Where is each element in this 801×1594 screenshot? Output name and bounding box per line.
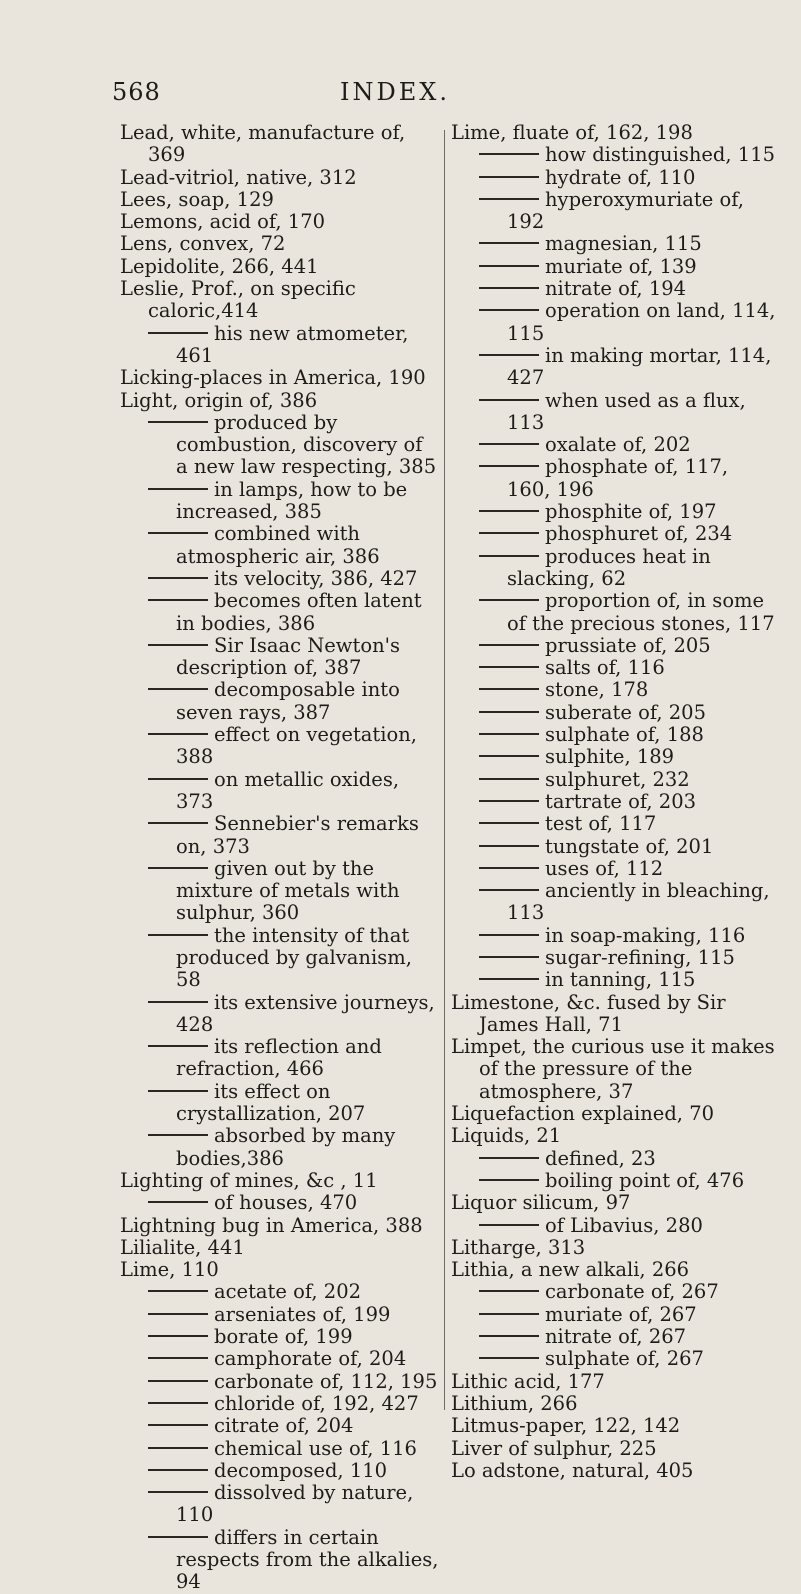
entry-text: Lead, white, manufacture of, 369 — [120, 121, 406, 167]
entry-text: Lithium, 266 — [451, 1391, 578, 1415]
entry-text: Light, origin of, 386 — [120, 388, 318, 412]
entry-text: phosphuret of, 234 — [545, 522, 733, 546]
index-entry — [120, 167, 440, 189]
index-subentry — [120, 1081, 440, 1126]
entry-text: Liquids, 21 — [451, 1124, 562, 1148]
index-subentry — [451, 746, 776, 768]
entry-text: arseniates of, 199 — [214, 1302, 391, 1326]
index-subentry — [120, 992, 440, 1037]
index-subentry — [120, 412, 440, 479]
entry-text: sulphate of, 188 — [545, 723, 704, 747]
index-subentry — [451, 1215, 776, 1237]
ditto-dash — [479, 644, 539, 646]
ditto-dash — [148, 1491, 208, 1493]
entry-text: tungstate of, 201 — [545, 834, 714, 858]
entry-text: oxalate of, 202 — [545, 433, 691, 457]
entry-text: muriate of, 267 — [545, 1302, 697, 1326]
index-subentry — [451, 189, 776, 234]
index-subentry — [451, 769, 776, 791]
ditto-dash — [148, 1090, 208, 1092]
index-subentry — [451, 1348, 776, 1370]
entry-text: defined, 23 — [545, 1146, 656, 1170]
ditto-dash — [479, 978, 539, 980]
entry-text: sulphate of, 267 — [545, 1347, 704, 1371]
page-header — [0, 78, 801, 108]
index-entry — [120, 1259, 440, 1281]
entry-text: how distinguished, 115 — [545, 143, 776, 167]
entry-text: on metallic oxides, 373 — [176, 767, 400, 813]
ditto-dash — [148, 1357, 208, 1359]
index-subentry — [120, 769, 440, 814]
index-subentry — [451, 501, 776, 523]
ditto-dash — [479, 1313, 539, 1315]
ditto-dash — [479, 399, 539, 401]
ditto-dash — [479, 287, 539, 289]
index-subentry — [451, 791, 776, 813]
index-subentry — [120, 1371, 440, 1393]
index-subentry — [120, 1348, 440, 1370]
index-entry — [120, 189, 440, 211]
ditto-dash — [479, 242, 539, 244]
ditto-dash — [148, 488, 208, 490]
index-subentry — [451, 1148, 776, 1170]
entry-text: test of, 117 — [545, 812, 657, 836]
entry-text: its velocity, 386, 427 — [214, 566, 418, 590]
entry-text: Limpet, the curious use it makes of the pressure of the atmosphere, 37 — [451, 1035, 775, 1103]
entry-text: Litmus-paper, 122, 142 — [451, 1414, 681, 1438]
index-entry — [451, 1125, 776, 1147]
index-subentry — [120, 1192, 440, 1214]
entry-text: its reflection and refraction, 466 — [176, 1035, 382, 1081]
ditto-dash — [479, 1357, 539, 1359]
entry-text: hydrate of, 110 — [545, 165, 696, 189]
ditto-dash — [479, 1224, 539, 1226]
index-entry — [120, 122, 440, 167]
entry-text: Lime, 110 — [120, 1258, 219, 1282]
ditto-dash — [148, 778, 208, 780]
index-entry — [120, 1237, 440, 1259]
entry-text: chloride of, 192, 427 — [214, 1391, 419, 1415]
index-subentry — [451, 1170, 776, 1192]
entry-text: produced by combustion, discovery of a new law respecting, 385 — [176, 410, 437, 479]
index-subentry — [120, 568, 440, 590]
entry-text: Sennebier's remarks on, 373 — [176, 812, 419, 858]
entry-text: dissolved by nature, 110 — [176, 1481, 414, 1527]
entry-text: decomposable into seven rays, 387 — [176, 678, 400, 724]
ditto-dash — [479, 443, 539, 445]
entry-text: Lithic acid, 177 — [451, 1369, 605, 1393]
ditto-dash — [479, 354, 539, 356]
index-entry — [120, 211, 440, 233]
index-subentry — [451, 657, 776, 679]
ditto-dash — [479, 778, 539, 780]
entry-text: proportion of, in some of the precious stones, 117 — [507, 589, 775, 635]
ditto-dash — [148, 1380, 208, 1382]
entry-text: anciently in bleaching, 113 — [507, 879, 770, 925]
index-subentry — [451, 925, 776, 947]
ditto-dash — [479, 176, 539, 178]
entry-text: uses of, 112 — [545, 856, 664, 880]
index-subentry — [451, 167, 776, 189]
entry-text: given out by the mixture of metals with sulphur, 360 — [176, 856, 400, 925]
entry-text: camphorate of, 204 — [214, 1347, 407, 1371]
entry-text: tartrate of, 203 — [545, 789, 697, 813]
ditto-dash — [479, 1179, 539, 1181]
entry-text: nitrate of, 267 — [545, 1325, 687, 1349]
entry-text: hyperoxymuriate of, 192 — [507, 187, 744, 234]
index-subentry — [120, 724, 440, 769]
index-subentry — [120, 1482, 440, 1527]
entry-text: Lees, soap, 129 — [120, 187, 274, 211]
entry-text: of houses, 470 — [214, 1191, 358, 1215]
index-entry — [120, 1170, 440, 1192]
index-entry — [451, 1415, 776, 1437]
index-entry — [451, 1393, 776, 1415]
ditto-dash — [148, 1402, 208, 1404]
index-subentry — [451, 345, 776, 390]
index-subentry — [120, 813, 440, 858]
index-subentry — [451, 523, 776, 545]
entry-text: phosphate of, 117, 160, 196 — [507, 455, 729, 501]
index-subentry — [451, 947, 776, 969]
ditto-dash — [479, 1290, 539, 1292]
ditto-dash — [148, 1335, 208, 1337]
ditto-dash — [479, 265, 539, 267]
column-divider — [444, 130, 445, 1410]
index-subentry — [451, 724, 776, 746]
index-entry — [451, 1103, 776, 1125]
ditto-dash — [148, 1424, 208, 1426]
index-subentry — [451, 679, 776, 701]
index-entry — [451, 1460, 776, 1482]
ditto-dash — [148, 1134, 208, 1136]
index-subentry — [451, 1304, 776, 1326]
entry-text: Lepidolite, 266, 441 — [120, 254, 319, 278]
index-entry — [451, 1036, 776, 1103]
ditto-dash — [479, 198, 539, 200]
entry-text: Lo adstone, natural, 405 — [451, 1458, 694, 1482]
index-subentry — [120, 1304, 440, 1326]
entry-text: nitrate of, 194 — [545, 277, 687, 301]
entry-text: prussiate of, 205 — [545, 633, 711, 657]
ditto-dash — [148, 1469, 208, 1471]
entry-text: effect on vegetation, 388 — [176, 723, 417, 769]
ditto-dash — [479, 889, 539, 891]
index-subentry — [451, 233, 776, 255]
entry-text: the intensity of that produced by galvanism, 58 — [176, 923, 412, 992]
ditto-dash — [148, 1290, 208, 1292]
entry-text: suberate of, 205 — [545, 700, 706, 724]
entry-text: borate of, 199 — [214, 1325, 353, 1349]
ditto-dash — [148, 1001, 208, 1003]
ditto-dash — [148, 644, 208, 646]
index-subentry — [120, 679, 440, 724]
entry-text: stone, 178 — [545, 678, 649, 702]
ditto-dash — [479, 532, 539, 534]
ditto-dash — [148, 688, 208, 690]
index-subentry — [120, 1527, 440, 1594]
index-subentry — [120, 1326, 440, 1348]
index-entry — [451, 122, 776, 144]
index-subentry — [120, 1281, 440, 1303]
entry-text: Sir Isaac Newton's description of, 387 — [176, 633, 400, 680]
ditto-dash — [148, 733, 208, 735]
ditto-dash — [479, 1157, 539, 1159]
entry-text: carbonate of, 112, 195 — [214, 1369, 438, 1393]
index-entry — [120, 256, 440, 278]
entry-text: in making mortar, 114, 427 — [507, 343, 772, 390]
entry-text: his new atmometer, 461 — [176, 321, 409, 367]
index-subentry — [120, 1125, 440, 1170]
page-number: 568 — [112, 78, 161, 106]
entry-text: Lightning bug in America, 388 — [120, 1213, 423, 1237]
entry-text: muriate of, 139 — [545, 254, 697, 278]
index-subentry — [120, 925, 440, 992]
index-subentry — [451, 635, 776, 657]
entry-text: in tanning, 115 — [545, 968, 696, 992]
entry-text: phosphite of, 197 — [545, 500, 717, 524]
index-subentry — [451, 390, 776, 435]
entry-text: Litharge, 313 — [451, 1235, 586, 1259]
entry-text: Limestone, &c. fused by Sir James Hall, 71 — [451, 990, 726, 1036]
entry-text: sugar-refining, 115 — [545, 945, 735, 969]
index-subentry — [451, 880, 776, 925]
entry-text: its extensive journeys, 428 — [176, 990, 435, 1036]
ditto-dash — [148, 532, 208, 534]
index-subentry — [451, 1326, 776, 1348]
index-entry — [120, 390, 440, 412]
index-entry — [451, 1371, 776, 1393]
index-entry — [120, 367, 440, 389]
index-subentry — [451, 278, 776, 300]
entry-text: salts of, 116 — [545, 656, 665, 680]
index-subentry — [120, 323, 440, 368]
ditto-dash — [479, 867, 539, 869]
ditto-dash — [148, 599, 208, 601]
index-column-left — [120, 122, 440, 1594]
index-subentry — [451, 969, 776, 991]
entry-text: Lighting of mines, &c , 11 — [120, 1168, 378, 1192]
entry-text: carbonate of, 267 — [545, 1280, 719, 1304]
index-subentry — [120, 479, 440, 524]
ditto-dash — [479, 465, 539, 467]
ditto-dash — [479, 555, 539, 557]
ditto-dash — [148, 934, 208, 936]
index-subentry — [120, 858, 440, 925]
index-subentry — [451, 858, 776, 880]
ditto-dash — [148, 332, 208, 334]
entry-text: Lime, fluate of, 162, 198 — [451, 121, 693, 144]
entry-text: Lens, convex, 72 — [120, 232, 286, 256]
index-subentry — [451, 256, 776, 278]
ditto-dash — [479, 510, 539, 512]
ditto-dash — [148, 1045, 208, 1047]
entry-text: citrate of, 204 — [214, 1414, 354, 1438]
entry-text: Lilialite, 441 — [120, 1235, 245, 1259]
ditto-dash — [479, 934, 539, 936]
entry-text: Liquor silicum, 97 — [451, 1191, 631, 1215]
index-subentry — [451, 813, 776, 835]
entry-text: Lead-vitriol, native, 312 — [120, 165, 357, 189]
ditto-dash — [479, 956, 539, 958]
ditto-dash — [479, 666, 539, 668]
entry-text: Lemons, acid of, 170 — [120, 210, 326, 234]
index-subentry — [451, 144, 776, 166]
entry-text: Liquefaction explained, 70 — [451, 1102, 715, 1126]
index-subentry — [451, 590, 776, 635]
index-subentry — [120, 1036, 440, 1081]
entry-text: Lithia, a new alkali, 266 — [451, 1258, 690, 1282]
index-entry — [451, 992, 776, 1037]
page-title: INDEX. — [340, 78, 450, 106]
ditto-dash — [479, 800, 539, 802]
index-subentry — [120, 523, 440, 568]
index-column-right — [451, 122, 776, 1482]
entry-text: operation on land, 114, 115 — [507, 299, 776, 345]
index-subentry — [120, 1415, 440, 1437]
ditto-dash — [479, 822, 539, 824]
index-subentry — [120, 1438, 440, 1460]
entry-text: when used as a flux, 113 — [507, 388, 746, 434]
entry-text: decomposed, 110 — [214, 1458, 388, 1482]
index-subentry — [120, 590, 440, 635]
entry-text: sulphuret, 232 — [545, 767, 690, 791]
index-subentry — [451, 546, 776, 591]
ditto-dash — [479, 711, 539, 713]
entry-text: magnesian, 115 — [545, 232, 702, 256]
ditto-dash — [148, 421, 208, 423]
ditto-dash — [479, 1335, 539, 1337]
entry-text: sulphite, 189 — [545, 745, 675, 769]
ditto-dash — [479, 733, 539, 735]
index-subentry — [451, 456, 776, 501]
entry-text: in soap-making, 116 — [545, 923, 746, 947]
index-entry — [451, 1438, 776, 1460]
entry-text: produces heat in slacking, 62 — [507, 544, 711, 590]
ditto-dash — [148, 1447, 208, 1449]
entry-text: Liver of sulphur, 225 — [451, 1436, 657, 1460]
entry-text: chemical use of, 116 — [214, 1436, 417, 1460]
index-entry — [120, 278, 440, 323]
index-entry — [451, 1259, 776, 1281]
index-entry — [120, 1215, 440, 1237]
ditto-dash — [148, 1536, 208, 1538]
entry-text: of Libavius, 280 — [545, 1213, 703, 1237]
index-entry — [120, 233, 440, 255]
index-subentry — [120, 1460, 440, 1482]
ditto-dash — [479, 153, 539, 155]
ditto-dash — [479, 845, 539, 847]
ditto-dash — [148, 577, 208, 579]
ditto-dash — [148, 1313, 208, 1315]
index-entry — [451, 1237, 776, 1259]
entry-text: becomes often latent in bodies, 386 — [176, 589, 422, 635]
entry-text: Leslie, Prof., on specific caloric,414 — [120, 277, 356, 323]
index-subentry — [120, 635, 440, 680]
index-subentry — [451, 434, 776, 456]
entry-text: differs in certain respects from the alkalies, 94 — [176, 1525, 439, 1594]
index-subentry — [451, 300, 776, 345]
ditto-dash — [479, 755, 539, 757]
ditto-dash — [148, 867, 208, 869]
ditto-dash — [479, 599, 539, 601]
ditto-dash — [148, 822, 208, 824]
entry-text: combined with atmospheric air, 386 — [176, 522, 380, 568]
index-subentry — [451, 702, 776, 724]
index-subentry — [120, 1393, 440, 1415]
entry-text: its effect on crystallization, 207 — [176, 1079, 366, 1126]
index-subentry — [451, 836, 776, 858]
entry-text: Licking-places in America, 190 — [120, 366, 426, 390]
entry-text: absorbed by many bodies,386 — [176, 1124, 396, 1170]
entry-text: acetate of, 202 — [214, 1280, 362, 1304]
index-entry — [451, 1192, 776, 1214]
entry-text: in lamps, how to be increased, 385 — [176, 477, 408, 524]
ditto-dash — [479, 309, 539, 311]
ditto-dash — [479, 688, 539, 690]
ditto-dash — [148, 1201, 208, 1203]
entry-text: boiling point of, 476 — [545, 1168, 745, 1192]
index-subentry — [451, 1281, 776, 1303]
